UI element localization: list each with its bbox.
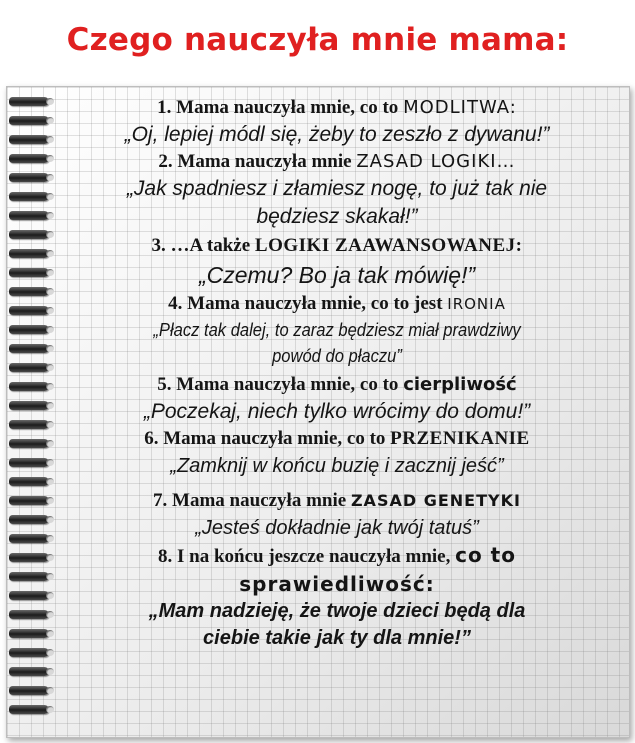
notebook-page [6,86,630,738]
lesson-1-keyword: MODLITWA: [403,97,517,118]
lesson-3-lead: 3. …A także [151,235,255,256]
lesson-8-quote-line-1: „Mam nadzieję, że twoje dzieci będą dla [148,600,526,622]
page-title: Czego nauczyła mnie mama: [66,22,569,58]
spiral-ring-icon [9,230,49,239]
spiral-ring-icon [9,211,49,220]
lesson-6-lead: 6. Mama nauczyła mnie, co to [144,428,391,449]
spiral-ring-icon [9,287,49,296]
lesson-1 [53,95,621,149]
spiral-ring-icon [9,344,49,353]
spiral-ring-icon [9,496,49,505]
lesson-7-quote: „Jesteś dokładnie jak twój tatuś” [195,517,479,539]
spiral-ring-icon [9,306,49,315]
lesson-2-keyword: ZASAD LOGIKI… [356,151,516,172]
spiral-ring-icon [9,667,49,676]
spiral-ring-icon [9,249,49,258]
lesson-5 [53,372,621,426]
lesson-6 [53,426,621,480]
lesson-7-keyword: ZASAD GENETYKI [350,491,521,510]
spiral-ring-icon [9,135,49,144]
spiral-ring-icon [9,458,49,467]
lesson-2-quote-line-2: będziesz skakał!” [256,205,418,228]
lesson-5-quote: „Poczekaj, niech tylko wrócimy do domu!” [143,400,531,423]
lesson-5-keyword: cierpliwość [403,374,517,395]
lesson-2-quote-line-1: „Jak spadniesz i złamiesz nogę, to już tak nie [126,177,548,200]
spiral-ring-icon [9,705,49,714]
lesson-5-lead: 5. Mama nauczyła mnie, co to [157,374,404,395]
spiral-ring-icon [9,610,49,619]
spiral-binding-icon [7,97,53,727]
spiral-ring-icon [9,534,49,543]
spiral-ring-icon [9,553,49,562]
spiral-ring-icon [9,192,49,201]
lesson-8-keyword-2: sprawiedliwość: [239,572,435,596]
lesson-4-quote-line-2: powód do płaczu” [272,346,402,366]
spiral-ring-icon [9,382,49,391]
spiral-ring-icon [9,686,49,695]
spiral-ring-icon [9,116,49,125]
lesson-1-quote: „Oj, lepiej módl się, żeby to zeszło z dywanu!” [124,123,550,146]
spiral-ring-icon [9,268,49,277]
lesson-4-lead: 4. Mama nauczyła mnie, co to jest [168,293,448,314]
lesson-6-keyword: PRZENIKANIE [390,428,530,449]
lesson-7 [53,488,621,542]
lesson-7-lead: 7. Mama nauczyła mnie [153,490,351,511]
spiral-ring-icon [9,173,49,182]
lesson-8 [53,542,621,652]
lesson-3-keyword: LOGIKI ZAAWANSOWANEJ: [254,235,523,256]
lesson-8-keyword: co to [455,543,516,567]
spiral-ring-icon [9,401,49,410]
lesson-6-quote: „Zamknij w końcu buzię i zacznij jeść” [170,455,504,477]
lesson-4-quote-line-1: „Płacz tak dalej, to zaraz będziesz miał prawdziwy [153,320,521,340]
lessons-list [53,95,621,652]
lesson-4-keyword: IRONIA [447,295,506,313]
spiral-ring-icon [9,477,49,486]
spiral-ring-icon [9,629,49,638]
lesson-8-lead: 8. I na końcu jeszcze nauczyła mnie, [158,546,456,567]
spiral-ring-icon [9,363,49,372]
spiral-ring-icon [9,420,49,429]
spiral-ring-icon [9,572,49,581]
spiral-ring-icon [9,154,49,163]
spiral-ring-icon [9,648,49,657]
spiral-ring-icon [9,97,49,106]
lesson-8-quote-line-2: ciebie takie jak ty dla mnie!” [203,627,471,649]
lesson-2-lead: 2. Mama nauczyła mnie [158,151,357,172]
spiral-ring-icon [9,591,49,600]
lesson-1-lead: 1. Mama nauczyła mnie, co to [157,97,404,118]
spiral-ring-icon [9,515,49,524]
lesson-2 [53,149,621,231]
spiral-ring-icon [9,439,49,448]
spiral-ring-icon [9,325,49,334]
lesson-3-quote: „Czemu? Bo ja tak mówię!” [198,262,476,288]
lesson-4 [53,291,621,369]
lesson-3 [53,233,621,291]
